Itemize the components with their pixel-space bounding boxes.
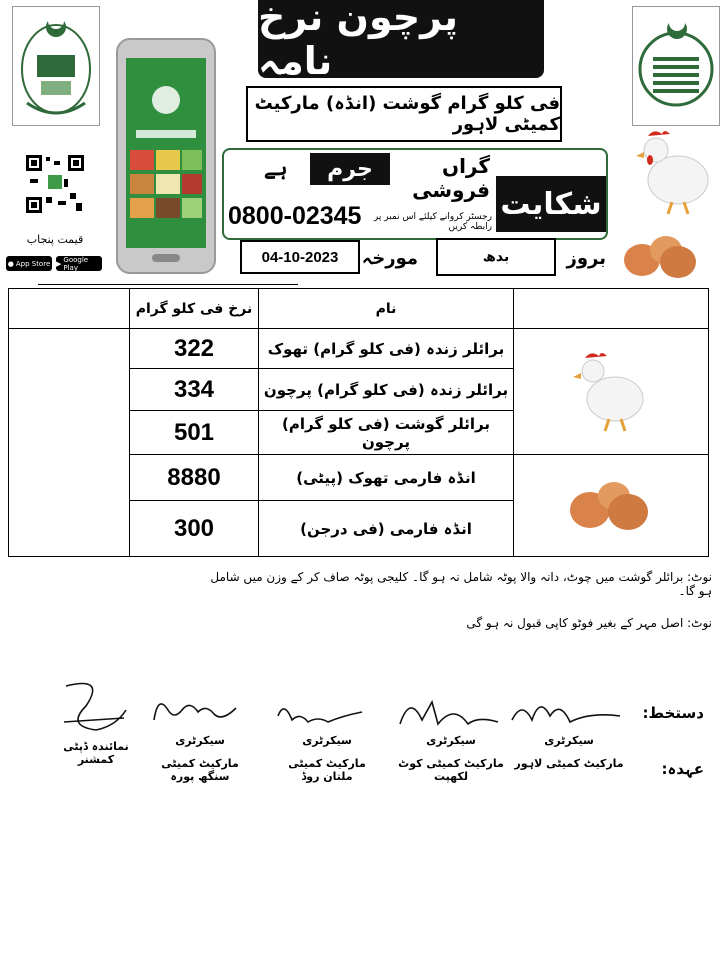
eggs-image	[620, 232, 700, 280]
item-name-cell: برائلر زندہ (فی کلو گرام) پرچون	[259, 369, 514, 411]
rate-cell: 300	[130, 501, 259, 557]
price-gouging-text: گراں فروشی	[412, 154, 490, 202]
item-name-cell: انڈہ فارمی تھوک (پیٹی)	[259, 455, 514, 501]
item-name-cell: برائلر زندہ (فی کلو گرام) تھوک	[259, 329, 514, 369]
google-play-badge[interactable]: ▶ Google Play	[56, 256, 102, 271]
designation-label: عہدہ:	[661, 760, 704, 778]
signature-mark	[272, 690, 382, 730]
qr-code-icon	[24, 153, 86, 215]
date-label: مورخہ	[361, 248, 418, 269]
signature-mark	[56, 676, 136, 736]
signature-block	[272, 690, 382, 790]
signatory-office: مارکیٹ کمیٹی سنگھ پورہ	[161, 757, 239, 783]
page-subtitle: فی کلو گرام گوشت (انڈہ) مارکیٹ کمیٹی لاہور	[246, 86, 562, 142]
signature-block	[150, 690, 250, 790]
market-committee-logo	[12, 6, 100, 126]
rate-cell: 334	[130, 369, 259, 411]
complaint-instruction: رجسٹر کروانے کیلئے اس نمبر پر رابطہ کریں	[373, 212, 492, 232]
play-icon: ▶	[56, 259, 62, 268]
signature-block	[396, 690, 506, 790]
eggs-cell	[514, 455, 709, 557]
chicken-icon	[634, 122, 716, 218]
market-committee-logo-icon	[13, 7, 99, 125]
signature-mark	[504, 690, 634, 730]
header-rule	[38, 284, 298, 285]
blank-column	[9, 329, 130, 557]
app-caption: قیمت پنجاب	[26, 233, 84, 246]
signature-mark	[150, 690, 250, 730]
item-name-cell: برائلر گوشت (فی کلو گرام) پرچون	[259, 411, 514, 455]
is-text: ہے	[264, 156, 288, 180]
rates-table	[8, 288, 709, 557]
chicken-image	[634, 122, 716, 218]
phone-app-image	[116, 38, 216, 274]
punjab-emblem-icon	[633, 7, 719, 125]
signatory-office: مارکیٹ کمیٹی کوٹ لکھپت	[398, 757, 504, 783]
crime-label: جرم	[310, 153, 390, 185]
complaint-panel	[222, 148, 608, 240]
complaint-label: شکایت	[496, 176, 606, 232]
punjab-logo	[632, 6, 720, 126]
signatory-role: سیکرٹری	[544, 734, 594, 747]
signatory-office: مارکیٹ کمیٹی لاہور	[514, 757, 624, 770]
day-label: بروز	[566, 248, 606, 269]
note-photocopy: نوٹ: اصل مہر کے بغیر فوٹو کاپی قبول نہ ہو گی	[466, 616, 712, 630]
table-row	[9, 329, 709, 369]
eggs-icon	[620, 232, 700, 280]
rate-cell: 322	[130, 329, 259, 369]
chicken-icon	[571, 345, 651, 435]
rate-cell: 501	[130, 411, 259, 455]
image-header-cell	[514, 289, 709, 329]
item-name-cell: انڈہ فارمی (فی درجن)	[259, 501, 514, 557]
phone-app-icon	[118, 40, 214, 272]
apple-icon: ●	[7, 259, 14, 268]
qr-code[interactable]	[24, 153, 86, 215]
signatory-role: سیکرٹری	[302, 734, 352, 747]
chicken-cell	[514, 329, 709, 455]
signature-block	[56, 676, 136, 776]
signatory-role: نمائندہ ڈپٹی کمشنر	[63, 740, 129, 766]
signatory-role: سیکرٹری	[175, 734, 225, 747]
sign-label: دستخط:	[642, 704, 704, 722]
page-title: پرچون نرخ نامہ	[258, 0, 544, 78]
rate-cell: 8880	[130, 455, 259, 501]
day-value: بدھ	[436, 238, 556, 276]
name-column-header: نام	[259, 289, 514, 329]
note-meat: نوٹ: برائلر گوشت میں چوٹ، دانہ والا پوٹہ شامل نہ ہو گا۔ کلیجی پوٹہ صاف کر کے وزن میں شامل ہو گا۔	[210, 570, 712, 598]
eggs-icon	[566, 474, 656, 534]
signatory-office: مارکیٹ کمیٹی ملتان روڈ	[288, 757, 366, 783]
date-value: 04-10-2023	[240, 240, 360, 274]
complaint-phone[interactable]: 0800-02345	[228, 202, 362, 230]
rate-column-header: نرخ فی کلو گرام	[130, 289, 259, 329]
signature-block	[504, 690, 634, 790]
signatory-role: سیکرٹری	[426, 734, 476, 747]
signature-mark	[396, 690, 506, 730]
empty-header-cell	[9, 289, 130, 329]
app-store-badge[interactable]: ● App Store	[6, 256, 52, 271]
